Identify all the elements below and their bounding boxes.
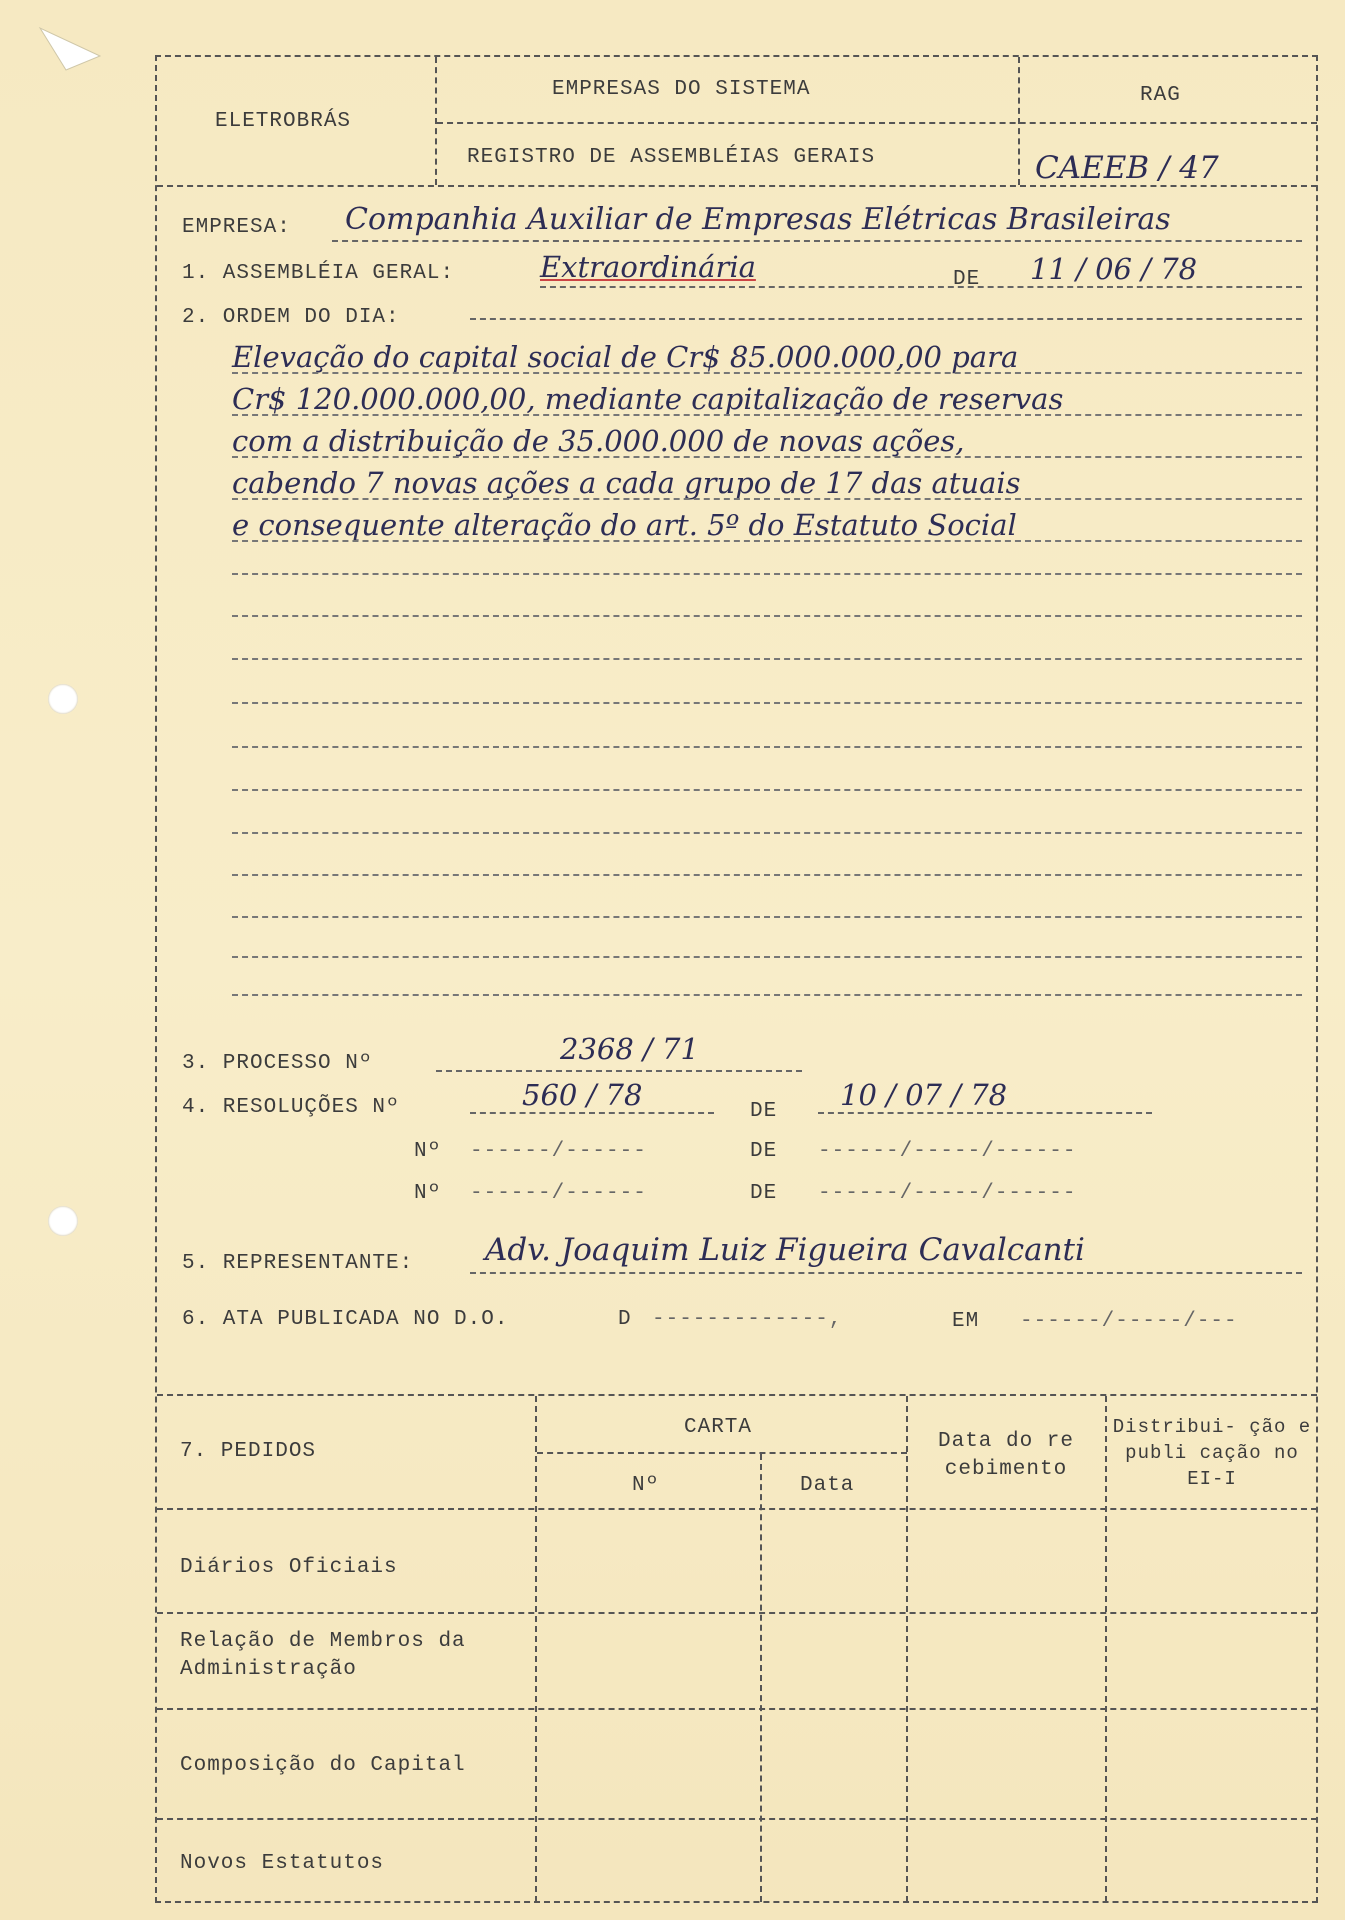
header-mid-line — [437, 122, 1317, 124]
carta-label: CARTA — [684, 1416, 753, 1439]
representante-value: Adv. Joaquim Luiz Figueira Cavalcanti — [485, 1232, 1085, 1268]
resolucao-de-label-3: DE — [750, 1182, 778, 1205]
rag-label: RAG — [1140, 84, 1181, 107]
table-row-line-2 — [157, 1708, 1317, 1710]
representante-label: 5. REPRESENTANTE: — [182, 1252, 414, 1275]
ata-d-label: D — [618, 1308, 632, 1331]
assembleia-de-label: DE — [953, 268, 981, 291]
resolucao-de-label-2: DE — [750, 1140, 778, 1163]
org-name: ELETROBRÁS — [215, 110, 352, 133]
folded-corner-icon — [30, 20, 110, 80]
table-row-diarios: Diários Oficiais — [180, 1556, 398, 1579]
table-col-2 — [760, 1454, 762, 1902]
punch-hole-top — [48, 684, 78, 714]
recebimento-label: Data do re cebimento — [937, 1430, 1075, 1481]
assembleia-date: 11 / 06 / 78 — [1030, 252, 1198, 286]
ordem-rule-8 — [232, 658, 1302, 660]
table-top-line — [157, 1394, 1317, 1396]
system-title: EMPRESAS DO SISTEMA — [552, 78, 811, 101]
resolucao-no-label-3: Nº — [414, 1182, 442, 1205]
resolucao-blank-date-3: ------/-----/------ — [818, 1182, 1077, 1205]
ata-blank: -------------, — [652, 1308, 843, 1331]
ordem-rule-7 — [232, 615, 1302, 617]
punch-hole-bottom — [48, 1206, 78, 1236]
header-divider-left — [435, 57, 437, 185]
resolucao-date: 10 / 07 / 78 — [840, 1078, 1008, 1112]
assembleia-label: 1. ASSEMBLÉIA GERAL: — [182, 262, 455, 285]
rag-value: CAEEB / 47 — [1035, 150, 1219, 186]
ordem-rule-3 — [232, 456, 1302, 458]
ordem-rule-1 — [232, 372, 1302, 374]
ordem-line-1: Elevação do capital social de Cr$ 85.000.000,00 para — [232, 340, 1019, 374]
processo-line — [436, 1070, 802, 1072]
em-label: EM — [952, 1310, 980, 1333]
ordem-rule-10 — [232, 746, 1302, 748]
representante-line — [470, 1272, 1302, 1274]
carta-data-label: Data — [800, 1474, 855, 1497]
ordem-rule-6 — [232, 573, 1302, 575]
ordem-rule-16 — [232, 994, 1302, 996]
empresa-label: EMPRESA: — [182, 216, 291, 239]
ordem-label: 2. ORDEM DO DIA: — [182, 306, 400, 329]
ordem-line-5: e consequente alteração do art. 5º do Estatuto Social — [232, 508, 1017, 542]
distribuicao-label: Distribui- ção e publi cação no EI-I — [1112, 1416, 1312, 1490]
table-col-1 — [535, 1396, 537, 1902]
resolucao-de-label-1: DE — [750, 1100, 778, 1123]
ordem-line-2: Cr$ 120.000.000,00, mediante capitalização de reservas — [232, 382, 1064, 416]
assembleia-value: Extraordinária — [540, 250, 756, 284]
ordem-rule-15 — [232, 956, 1302, 958]
table-row-line-1 — [157, 1612, 1317, 1614]
resolucao-blank-num-2: ------/------ — [470, 1140, 647, 1163]
form-frame — [155, 55, 1318, 1903]
empresa-value: Companhia Auxiliar de Empresas Elétricas Brasileiras — [345, 202, 1171, 237]
header-divider-right — [1018, 57, 1020, 185]
table-row-capital: Composição do Capital — [180, 1754, 466, 1777]
ordem-rule-5 — [232, 540, 1302, 542]
register-title: REGISTRO DE ASSEMBLÉIAS GERAIS — [467, 146, 876, 169]
resolucao-line — [470, 1112, 714, 1114]
resolucao-blank-num-3: ------/------ — [470, 1182, 647, 1205]
table-col-4 — [1105, 1396, 1107, 1902]
ordem-rule-12 — [232, 832, 1302, 834]
ordem-rule-2 — [232, 414, 1302, 416]
resolucao-date-line — [818, 1112, 1152, 1114]
pedidos-label: 7. PEDIDOS — [180, 1440, 317, 1463]
empresa-line — [332, 240, 1302, 242]
ordem-rule-4 — [232, 498, 1302, 500]
carta-no-label: Nº — [632, 1474, 660, 1497]
ordem-line-3: com a distribuição de 35.000.000 de novas ações, — [232, 424, 965, 458]
table-carta-split — [537, 1452, 907, 1454]
table-row-membros: Relação de Membros da Administração — [180, 1630, 466, 1681]
em-blank: ------/-----/--- — [1020, 1310, 1238, 1333]
table-row-line-3 — [157, 1818, 1317, 1820]
resolucao-blank-date-2: ------/-----/------ — [818, 1140, 1077, 1163]
ordem-rule-14 — [232, 916, 1302, 918]
processo-value: 2368 / 71 — [560, 1032, 699, 1066]
resolucoes-label: 4. RESOLUÇÕES Nº — [182, 1096, 400, 1119]
table-row-estatutos: Novos Estatutos — [180, 1852, 385, 1875]
ordem-rule-11 — [232, 789, 1302, 791]
table-header-bottom — [157, 1508, 1317, 1510]
resolucao-no-label-2: Nº — [414, 1140, 442, 1163]
ordem-line-4: cabendo 7 novas ações a cada grupo de 17 das atuais — [232, 466, 1021, 500]
table-col-3 — [906, 1396, 908, 1902]
resolucao-value: 560 / 78 — [522, 1078, 643, 1112]
ordem-header-line — [470, 318, 1302, 320]
processo-label: 3. PROCESSO Nº — [182, 1052, 373, 1075]
ata-label: 6. ATA PUBLICADA NO D.O. — [182, 1308, 509, 1331]
ordem-rule-13 — [232, 874, 1302, 876]
assembleia-line — [540, 286, 1302, 288]
ordem-rule-9 — [232, 702, 1302, 704]
